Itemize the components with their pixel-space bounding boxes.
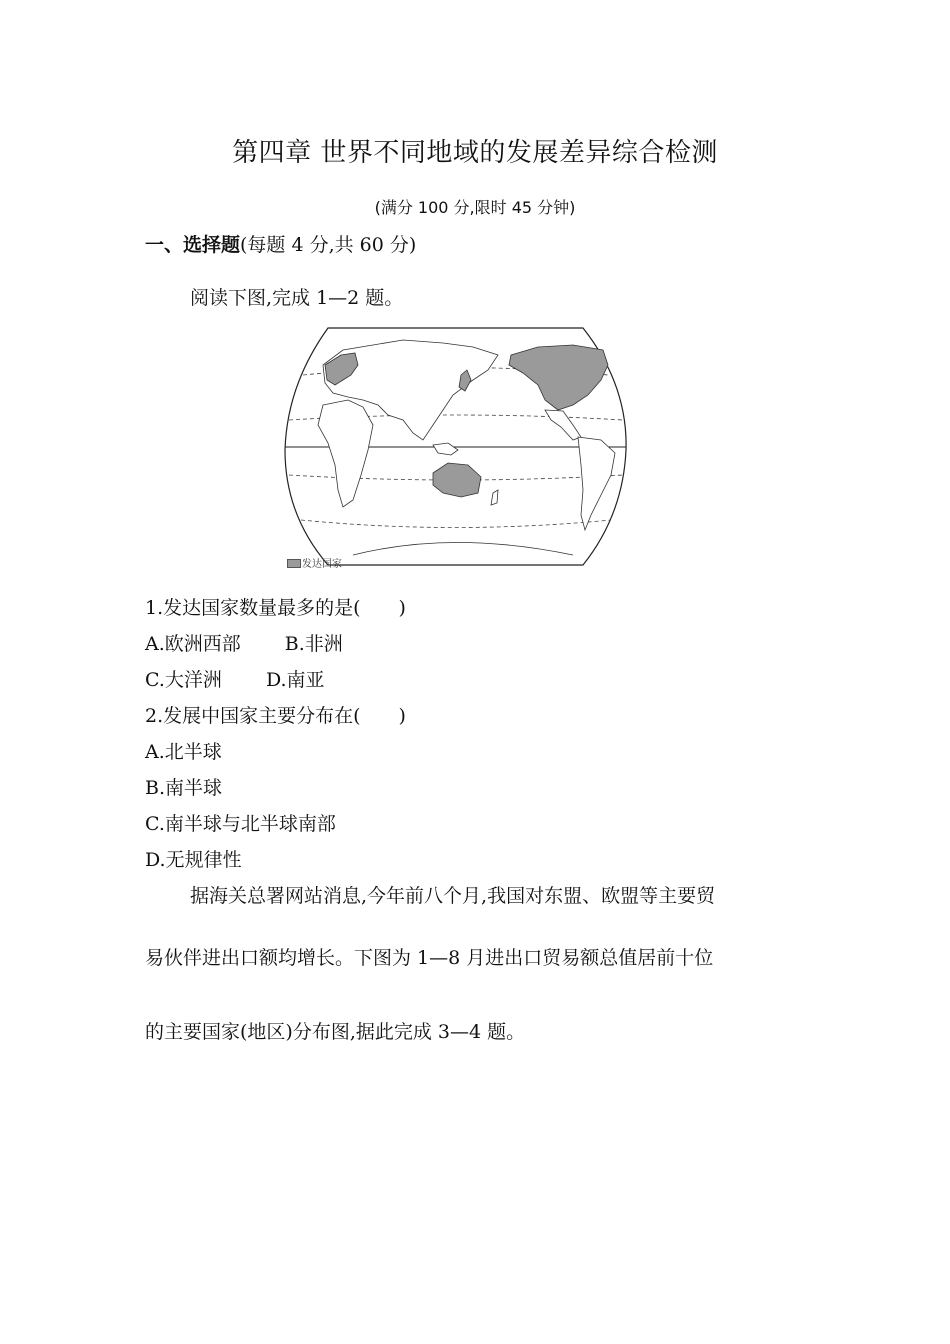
question-2-option-b: B.南半球 [145,777,223,799]
question-2-stem: 2.发展中国家主要分布在( ) [145,705,406,727]
exam-info: (满分 100 分,限时 45 分钟) [374,198,576,217]
page-title: 第四章 世界不同地域的发展差异综合检测 [232,138,718,168]
question-2-option-d: D.无规律性 [145,849,242,871]
intro-text-2-line-3: 的主要国家(地区)分布图,据此完成 3—4 题。 [145,1021,526,1043]
question-2-option-c: C.南半球与北半球南部 [145,813,336,835]
legend-swatch [287,559,301,568]
section-scoring: (每题 4 分,共 60 分) [240,234,417,256]
question-2-option-a: A.北半球 [145,741,222,763]
intro-text-2-line-2: 易伙伴进出口额均增长。下图为 1—8 月进出口贸易额总值居前十位 [145,947,714,969]
section-heading [145,230,416,257]
world-map [283,325,628,570]
intro-text-1: 阅读下图,完成 1—2 题。 [190,287,404,309]
question-1-options-row-2: C.大洋洲 D.南亚 [145,669,325,691]
world-map-figure [283,325,628,570]
section-title: 一、选择题 [145,234,241,256]
question-1-options-row-1: A.欧洲西部 B.非洲 [145,633,343,655]
legend-label: 发达国家 [302,559,342,570]
question-1-stem: 1.发达国家数量最多的是( ) [145,597,406,619]
intro-text-2-line-1: 据海关总署网站消息,今年前八个月,我国对东盟、欧盟等主要贸 [190,885,716,907]
